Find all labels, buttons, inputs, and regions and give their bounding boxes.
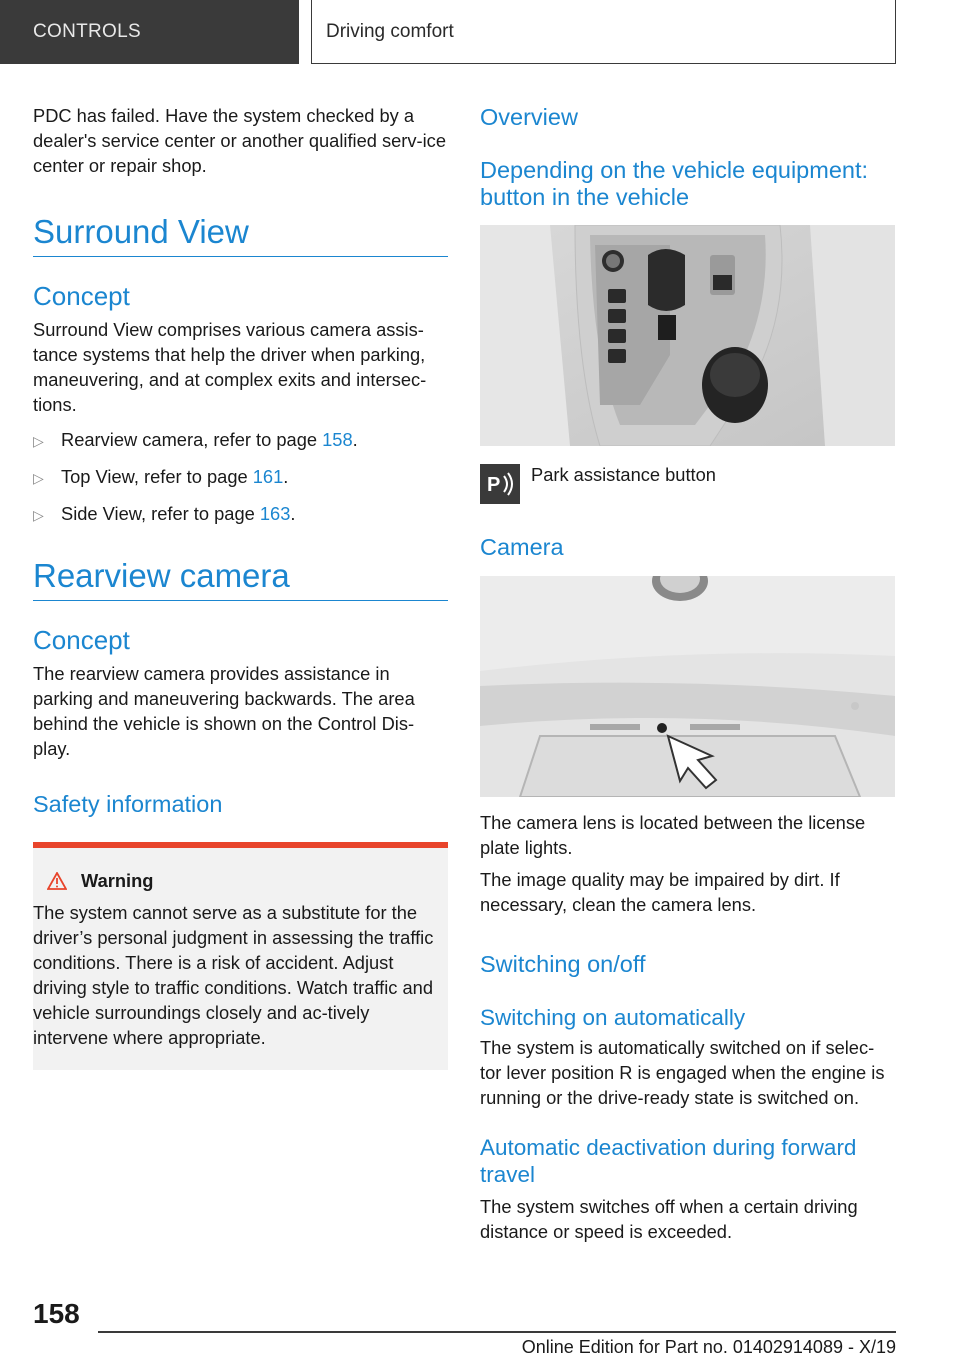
warning-box bbox=[33, 842, 448, 1070]
intro-paragraph: PDC has failed. Have the system checked by a dealer's service center or another qualified serv-ice center or repair shop. bbox=[33, 105, 446, 176]
camera-paragraph-2: The image quality may be impaired by dirt. If necessary, clean the camera lens. bbox=[480, 869, 840, 915]
equipment-heading: Depending on the vehicle equipment: button in the vehicle bbox=[480, 157, 869, 210]
page-link[interactable]: 163 bbox=[259, 503, 291, 524]
surround-view-heading: Surround View bbox=[33, 212, 448, 257]
left-column bbox=[33, 100, 448, 1070]
overview-heading: Overview bbox=[480, 104, 578, 130]
right-column bbox=[480, 100, 895, 1244]
park-assistance-label: Park assistance button bbox=[531, 464, 716, 485]
page-link[interactable]: 161 bbox=[252, 466, 284, 487]
surround-paragraph: Surround View comprises various camera assis-tance systems that help the driver when parking, maneuvering, and at complex exits and intersec-tions. bbox=[33, 319, 427, 415]
camera-paragraph-1: The camera lens is located between the license plate lights. bbox=[480, 812, 866, 858]
switching-heading: Switching on/off bbox=[480, 951, 646, 977]
park-assist-legend bbox=[480, 464, 895, 504]
warning-triangle-icon bbox=[47, 872, 67, 890]
triangle-bullet-icon: ▷ bbox=[33, 470, 44, 486]
page-number: 158 bbox=[33, 1298, 80, 1329]
header-section bbox=[0, 0, 299, 64]
svg-text:P: P bbox=[487, 474, 501, 496]
footer-edition: Online Edition for Part no. 01402914089 - X/19 bbox=[521, 1337, 896, 1357]
list-item: ▷ Side View, refer to page 163. bbox=[33, 501, 448, 528]
footer-divider bbox=[98, 1331, 896, 1333]
rear-paragraph: The rearview camera provides assistance in parking and maneuvering backwards. The area behind the vehicle is shown on the Control Dis-play. bbox=[33, 663, 415, 759]
list-item: ▷ Top View, refer to page 161. bbox=[33, 464, 448, 491]
triangle-bullet-icon: ▷ bbox=[33, 433, 44, 449]
console-photo bbox=[480, 225, 895, 446]
surround-concept-heading: Concept bbox=[33, 281, 130, 311]
auto-off-paragraph: The system switches off when a certain driving distance or speed is exceeded. bbox=[480, 1196, 858, 1242]
auto-on-paragraph: The system is automatically switched on if selec-tor lever position R is engaged when the engine is running or the drive-ready state is switched on. bbox=[480, 1037, 885, 1108]
camera-heading: Camera bbox=[480, 534, 564, 560]
safety-heading: Safety information bbox=[33, 791, 223, 817]
rear-concept-heading: Concept bbox=[33, 625, 130, 655]
surround-list bbox=[33, 427, 448, 528]
page-link[interactable]: 158 bbox=[322, 429, 353, 450]
auto-on-heading: Switching on automatically bbox=[480, 1005, 746, 1030]
warning-title: Warning bbox=[33, 870, 440, 892]
camera-photo bbox=[480, 576, 895, 797]
header-chapter bbox=[311, 0, 896, 64]
triangle-bullet-icon: ▷ bbox=[33, 507, 44, 523]
park-assistance-button-icon bbox=[480, 464, 520, 504]
header-chapter-label: Driving comfort bbox=[326, 20, 454, 42]
auto-off-heading: Automatic deactivation during forward travel bbox=[480, 1135, 857, 1187]
rearview-camera-heading: Rearview camera bbox=[33, 556, 448, 601]
list-item: ▷ Rearview camera, refer to page 158. bbox=[33, 427, 448, 454]
header-section-label: CONTROLS bbox=[33, 21, 141, 42]
warning-text: The system cannot serve as a substitute for the driver’s personal judgment in assessing the traffic conditions. There is a risk of accident. Adjust driving style to traffic conditions. Watch traffic and vehicle surroundings closely and ac-tively intervene where appropriate. bbox=[33, 902, 434, 1048]
